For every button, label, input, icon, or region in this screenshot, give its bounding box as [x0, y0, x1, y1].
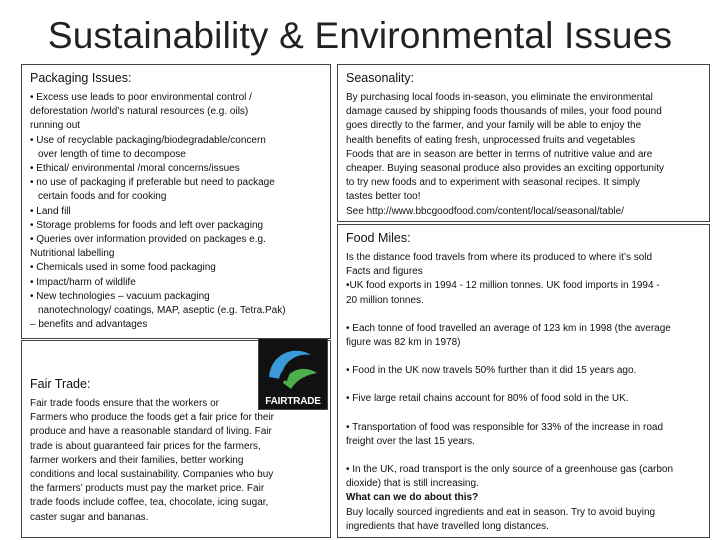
- packaging-line: • Ethical/ environmental /moral concerns/issues: [30, 163, 240, 175]
- seasonality-box: [337, 64, 710, 222]
- packaging-line: certain foods and for cooking: [38, 191, 167, 203]
- food-miles-line: • Food in the UK now travels 50% further than it did 15 years ago.: [346, 365, 637, 377]
- packaging-line: • New technologies – vacuum packaging: [30, 290, 210, 302]
- packaging-line: • Chemicals used in some food packaging: [30, 262, 216, 274]
- food-miles-line: • Five large retail chains account for 80% of food sold in the UK.: [346, 393, 629, 405]
- packaging-line: Nutritional labelling: [30, 248, 115, 260]
- food-miles-question: What can we do about this?: [346, 492, 479, 504]
- packaging-line: deforestation /world’s natural resources (e.g. oils): [30, 106, 249, 118]
- fair-trade-line: trade is about guaranteed fair prices for the farmers,: [30, 440, 261, 452]
- food-miles-line: • Each tonne of food travelled an average of 123 km in 1998 (the average: [346, 322, 671, 334]
- seasonality-line: to try new foods and to experiment with seasonal recipes. It simply: [346, 177, 641, 189]
- food-miles-line: ingredients that have travelled long distances.: [346, 520, 549, 532]
- packaging-line: • Use of recyclable packaging/biodegradable/concern: [30, 134, 266, 146]
- packaging-heading: Packaging Issues:: [30, 71, 132, 85]
- seasonality-heading: Seasonality:: [346, 71, 415, 85]
- packaging-issues-box: [21, 64, 331, 339]
- food-miles-line: Buy locally sourced ingredients and eat in season. Try to avoid buying: [346, 506, 656, 518]
- food-miles-box: [337, 224, 710, 538]
- packaging-line: • Land fill: [30, 205, 71, 217]
- page-title: Sustainability & Environmental Issues: [47, 15, 673, 56]
- seasonality-line: health benefits of eating fresh, unprocessed fruits and vegetables: [346, 134, 636, 146]
- food-miles-text: [346, 251, 701, 534]
- food-miles-line: Facts and figures: [346, 266, 423, 278]
- fair-trade-heading: Fair Trade:: [30, 377, 91, 391]
- packaging-line: running out: [30, 120, 81, 132]
- fair-trade-line: Farmers who produce the foods get a fair price for their: [30, 412, 275, 424]
- packaging-line: • Impact/harm of wildlife: [30, 276, 136, 288]
- fairtrade-logo-text: FAIRTRADE: [265, 396, 321, 407]
- seasonality-link: See http://www.bbcgoodfood.com/content/local/seasonal/table/: [346, 205, 624, 217]
- seasonality-line: cheaper. Buying seasonal produce also provides an exciting opportunity: [346, 163, 664, 175]
- fair-trade-line: farmer workers and their families, better working: [30, 454, 244, 466]
- packaging-line: • Storage problems for foods and left over packaging: [30, 219, 264, 231]
- food-miles-heading: Food Miles:: [346, 231, 411, 245]
- packaging-line: • no use of packaging if preferable but need to package: [30, 177, 275, 189]
- food-miles-line: • Transportation of food was responsible for 33% of the increase in road: [346, 421, 664, 433]
- seasonality-line: damage caused by shipping foods thousands of miles, your food pound: [346, 106, 662, 118]
- food-miles-line: • In the UK, road transport is the only source of a greenhouse gas (carbon: [346, 464, 674, 476]
- fairtrade-mark-icon: [259, 339, 327, 395]
- seasonality-line: tastes better too!: [346, 191, 421, 203]
- fairtrade-logo: [258, 338, 328, 410]
- packaging-line: • Excess use leads to poor environmental control /: [30, 92, 252, 103]
- packaging-line: – benefits and advantages: [30, 319, 148, 331]
- fair-trade-text: [30, 397, 322, 525]
- fair-trade-line: caster sugar and bananas.: [30, 511, 149, 523]
- seasonality-line: By purchasing local foods in-season, you eliminate the environmental: [346, 92, 653, 103]
- food-miles-line: 20 million tonnes.: [346, 294, 424, 306]
- fair-trade-line: conditions and local sustainability. Companies who buy: [30, 469, 274, 481]
- fair-trade-line: Fair trade foods ensure that the workers or: [30, 398, 219, 409]
- seasonality-line: goes directly to the farmer, and your family will be able to enjoy the: [346, 120, 642, 132]
- seasonality-text: [346, 91, 701, 219]
- fair-trade-line: trade foods include coffee, tea, chocolate, icing sugar,: [30, 497, 269, 509]
- food-miles-line: Is the distance food travels from where its produced to where it’s sold: [346, 252, 653, 263]
- packaging-text: [30, 91, 322, 332]
- food-miles-line: figure was 82 km in 1978): [346, 337, 461, 349]
- fair-trade-line: produce and have a reasonable standard of living. Fair: [30, 426, 272, 438]
- packaging-line: over length of time to decompose: [38, 148, 186, 160]
- food-miles-line: freight over the last 15 years.: [346, 435, 475, 447]
- fair-trade-line: the farmers’ products must pay the market price. Fair: [30, 483, 265, 495]
- food-miles-line: •UK food exports in 1994 - 12 million tonnes. UK food imports in 1994 -: [346, 280, 660, 292]
- seasonality-line: Foods that are in season are better in terms of nutritive value and are: [346, 148, 653, 160]
- packaging-line: • Queries over information provided on packages e.g.: [30, 234, 266, 246]
- food-miles-line: dioxide) that is still increasing.: [346, 478, 479, 490]
- packaging-line: nanotechnology/ coatings, MAP, aseptic (e.g. Tetra.Pak): [38, 305, 286, 317]
